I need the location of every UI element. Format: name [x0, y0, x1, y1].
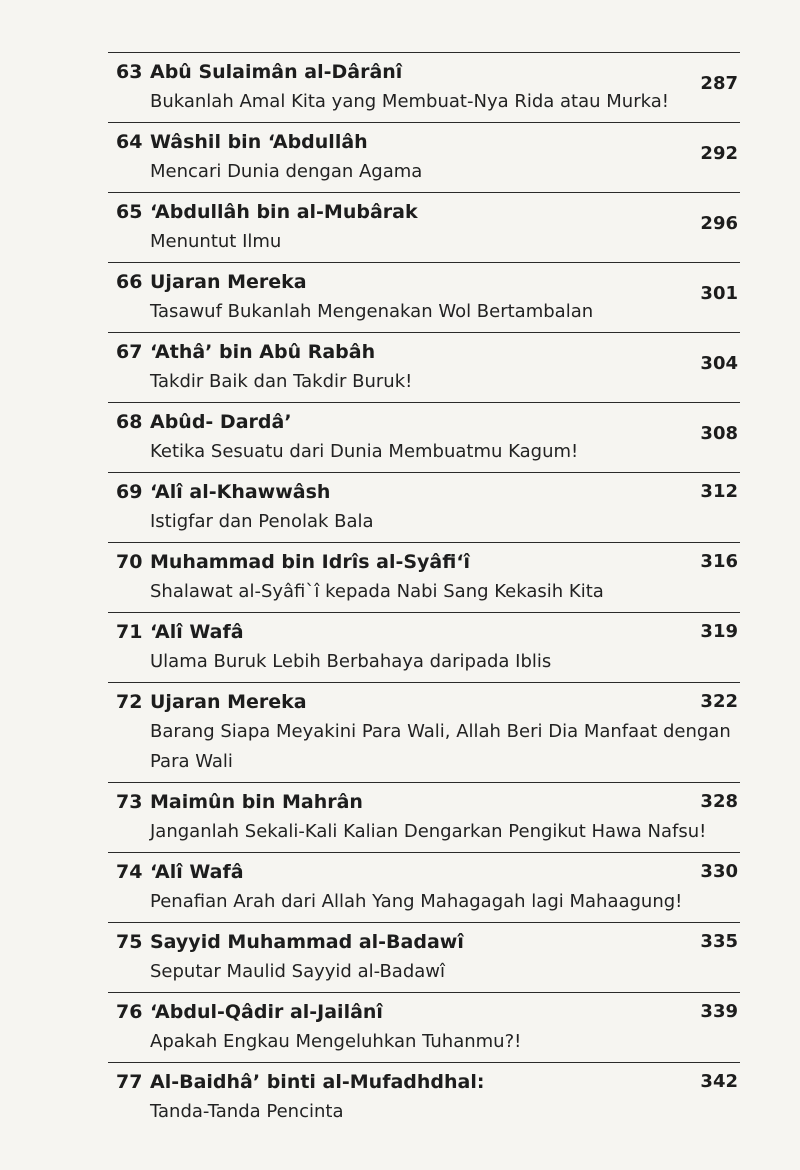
- chapter-subtitle: Apakah Engkau Mengeluhkan Tuhanmu?!: [150, 1031, 522, 1052]
- page-number: 287: [700, 73, 738, 94]
- toc-entry: [108, 472, 740, 542]
- chapter-number: 68: [116, 411, 143, 433]
- page-number: 316: [700, 551, 738, 572]
- chapter-heading: Abû Sulaimân al-Dârânî: [150, 61, 403, 83]
- chapter-subtitle: Menuntut Ilmu: [150, 231, 282, 252]
- toc-entry: [108, 262, 740, 332]
- chapter-heading: Ujaran Mereka: [150, 271, 307, 293]
- page-number: 342: [700, 1071, 738, 1092]
- chapter-subtitle: Penafian Arah dari Allah Yang Mahagagah lagi Mahaagung!: [150, 891, 683, 912]
- chapter-subtitle: Ketika Sesuatu dari Dunia Membuatmu Kagum!: [150, 441, 579, 462]
- chapter-heading: Al-Baidhâ’ binti al-Mufadhdhal:: [150, 1071, 485, 1093]
- toc-entry: [108, 52, 740, 122]
- page-number: 296: [700, 213, 738, 234]
- page-number: 292: [700, 143, 738, 164]
- chapter-number: 73: [116, 791, 143, 813]
- chapter-subtitle: Istigfar dan Penolak Bala: [150, 511, 374, 532]
- chapter-number: 67: [116, 341, 143, 363]
- page-number: 330: [700, 861, 738, 882]
- chapter-heading: ‘Abdullâh bin al-Mubârak: [150, 201, 418, 223]
- chapter-number: 63: [116, 61, 143, 83]
- page-number: 339: [700, 1001, 738, 1022]
- toc-entry: [108, 612, 740, 682]
- chapter-subtitle: Tasawuf Bukanlah Mengenakan Wol Bertambalan: [150, 301, 594, 322]
- chapter-number: 70: [116, 551, 143, 573]
- toc-entry: [108, 922, 740, 992]
- chapter-subtitle: Bukanlah Amal Kita yang Membuat-Nya Rida atau Murka!: [150, 91, 669, 112]
- page-number: 301: [700, 283, 738, 304]
- chapter-subtitle: Seputar Maulid Sayyid al-Badawî: [150, 961, 446, 982]
- chapter-subtitle: Barang Siapa Meyakini Para Wali, Allah Beri Dia Manfaat dengan Para Wali: [150, 721, 731, 772]
- toc-entry: [108, 682, 740, 782]
- toc-entry: [108, 402, 740, 472]
- chapter-number: 75: [116, 931, 143, 953]
- chapter-number: 74: [116, 861, 143, 883]
- toc-entry: [108, 122, 740, 192]
- chapter-subtitle: Janganlah Sekali-Kali Kalian Dengarkan Pengikut Hawa Nafsu!: [150, 821, 707, 842]
- page-number: 328: [700, 791, 738, 812]
- toc-entry: [108, 332, 740, 402]
- chapter-heading: Muhammad bin Idrîs al-Syâfi‘î: [150, 551, 471, 573]
- chapter-heading: Abûd- Dardâ’: [150, 411, 292, 433]
- chapter-subtitle: Tanda-Tanda Pencinta: [150, 1101, 344, 1122]
- chapter-subtitle: Shalawat al-Syâfi`î kepada Nabi Sang Kekasih Kita: [150, 581, 604, 602]
- chapter-heading: ‘Alî Wafâ: [150, 621, 244, 643]
- chapter-heading: Wâshil bin ‘Abdullâh: [150, 131, 368, 153]
- chapter-subtitle: Takdir Baik dan Takdir Buruk!: [150, 371, 413, 392]
- chapter-heading: Ujaran Mereka: [150, 691, 307, 713]
- page-number: 308: [700, 423, 738, 444]
- page-number: 304: [700, 353, 738, 374]
- page-number: 335: [700, 931, 738, 952]
- chapter-number: 72: [116, 691, 143, 713]
- chapter-number: 65: [116, 201, 143, 223]
- chapter-heading: ‘Alî Wafâ: [150, 861, 244, 883]
- page-number: 319: [700, 621, 738, 642]
- chapter-heading: Sayyid Muhammad al-Badawî: [150, 931, 464, 953]
- table-of-contents: [108, 52, 740, 1132]
- chapter-number: 66: [116, 271, 143, 293]
- chapter-heading: Maimûn bin Mahrân: [150, 791, 363, 813]
- toc-entry: [108, 542, 740, 612]
- toc-entry: [108, 192, 740, 262]
- chapter-subtitle: Ulama Buruk Lebih Berbahaya daripada Iblis: [150, 651, 552, 672]
- chapter-heading: ‘Athâ’ bin Abû Rabâh: [150, 341, 376, 363]
- chapter-number: 77: [116, 1071, 143, 1093]
- toc-entry: [108, 852, 740, 922]
- page-number: 322: [700, 691, 738, 712]
- chapter-number: 71: [116, 621, 143, 643]
- toc-entry: [108, 992, 740, 1062]
- chapter-subtitle: Mencari Dunia dengan Agama: [150, 161, 423, 182]
- chapter-heading: ‘Alî al-Khawwâsh: [150, 481, 331, 503]
- page-number: 312: [700, 481, 738, 502]
- toc-entry: [108, 1062, 740, 1132]
- chapter-number: 64: [116, 131, 143, 153]
- toc-entry: [108, 782, 740, 852]
- chapter-heading: ‘Abdul-Qâdir al-Jailânî: [150, 1001, 383, 1023]
- chapter-number: 76: [116, 1001, 143, 1023]
- chapter-number: 69: [116, 481, 143, 503]
